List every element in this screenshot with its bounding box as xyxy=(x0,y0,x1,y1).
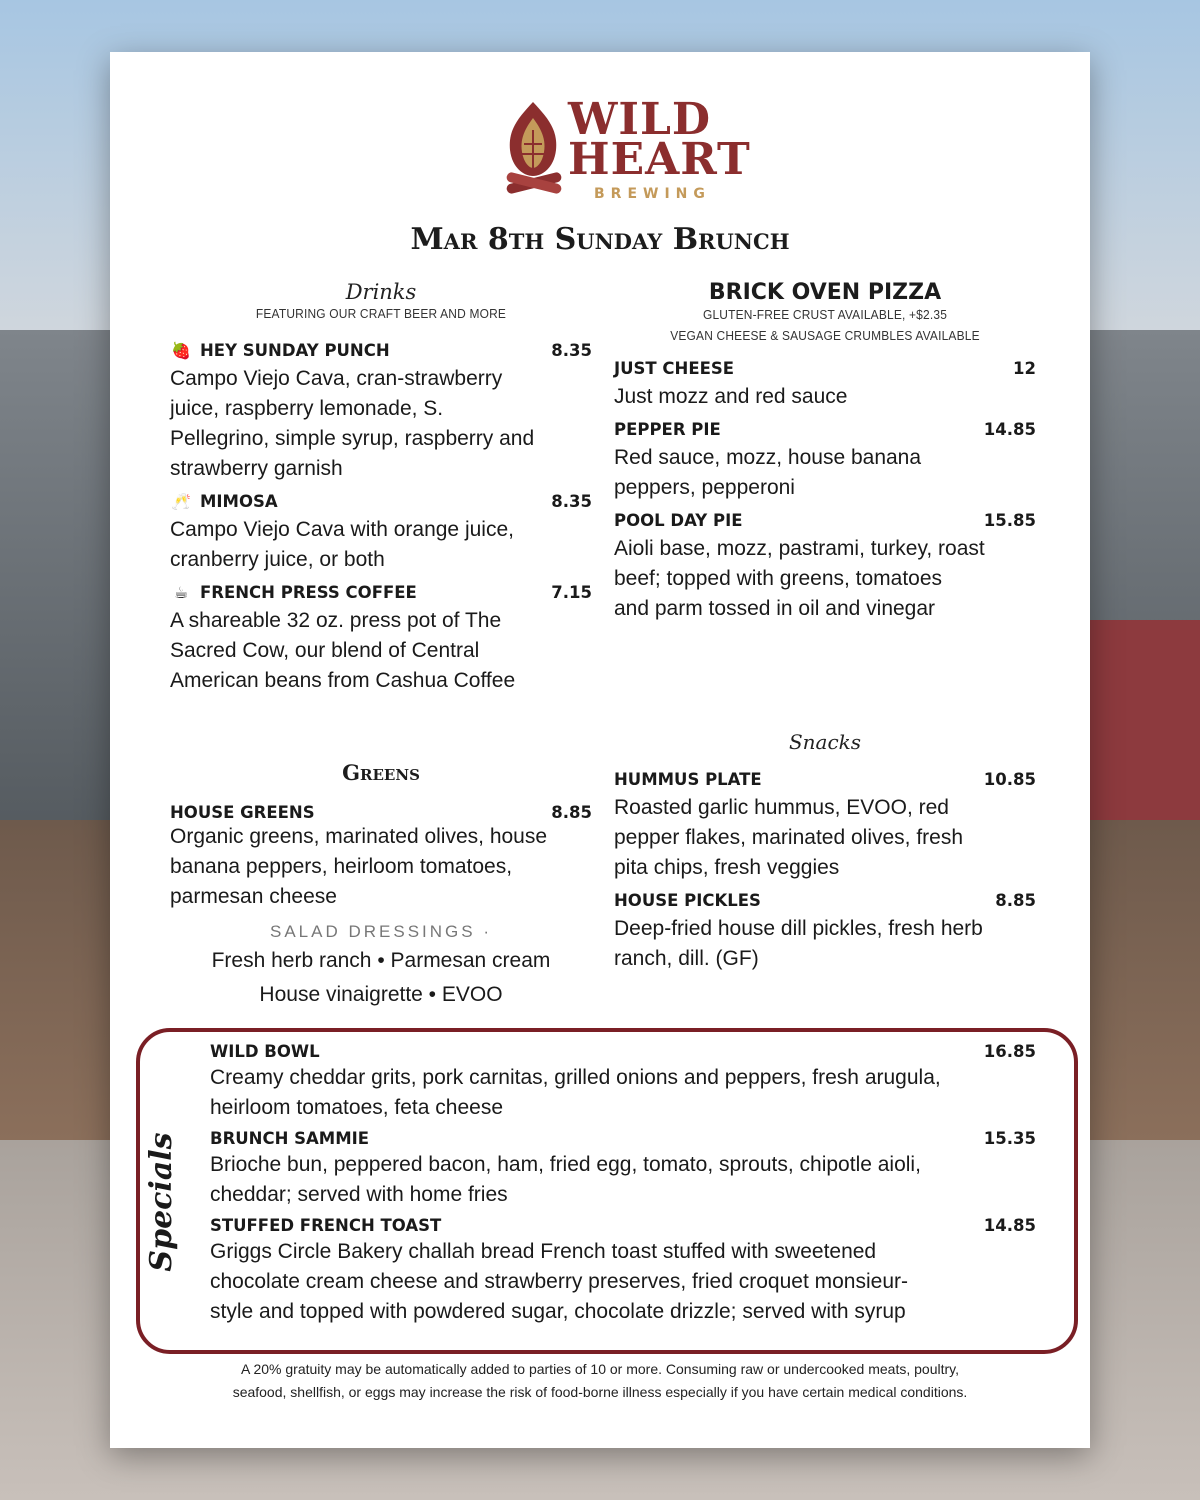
background-red-wall xyxy=(1090,620,1200,840)
item-name: HEY SUNDAY PUNCH xyxy=(200,341,390,360)
item-name: STUFFED FRENCH TOAST xyxy=(210,1216,442,1235)
campfire-logo-icon xyxy=(498,98,568,206)
item-desc-line: cheddar; served with home fries xyxy=(210,1183,508,1206)
brand-name-brewing: BREWING xyxy=(594,186,711,202)
item-desc-line: and parm tossed in oil and vinegar xyxy=(614,597,936,620)
greens-section xyxy=(170,760,592,1012)
menu-paper xyxy=(110,52,1090,1448)
menu-item xyxy=(614,770,1036,883)
item-desc-line: Griggs Circle Bakery challah bread French toast stuffed with sweetened xyxy=(210,1240,877,1263)
item-desc-line: strawberry garnish xyxy=(170,457,343,480)
item-name: BRUNCH SAMMIE xyxy=(210,1129,370,1148)
item-price: 8.85 xyxy=(995,891,1036,910)
champagne-glasses-icon: 🥂 xyxy=(171,492,191,511)
item-desc-line: A shareable 32 oz. press pot of The xyxy=(170,609,502,632)
item-name: WILD BOWL xyxy=(210,1042,320,1061)
greens-heading: Greens xyxy=(342,760,420,785)
drinks-section xyxy=(170,280,592,696)
item-price: 15.35 xyxy=(983,1129,1036,1148)
brand-name-wild: WILD xyxy=(568,94,712,145)
item-name: HOUSE PICKLES xyxy=(614,891,761,910)
pizza-section xyxy=(614,280,1036,624)
brand-name-heart: HEART xyxy=(568,134,751,185)
item-desc-line: beef; topped with greens, tomatoes xyxy=(614,567,943,590)
salad-dressings-line: Fresh herb ranch • Parmesan cream xyxy=(211,949,551,972)
snacks-heading: Snacks xyxy=(788,730,862,754)
item-desc-line: peppers, pepperoni xyxy=(614,476,795,499)
item-desc-line: ranch, dill. (GF) xyxy=(614,947,759,970)
menu-item xyxy=(210,1042,1036,1123)
item-name: POOL DAY PIE xyxy=(614,511,743,530)
menu-item xyxy=(170,341,592,484)
salad-dressings-title: SALAD DRESSINGS · xyxy=(270,922,492,941)
item-name: HUMMUS PLATE xyxy=(614,770,762,789)
item-name: PEPPER PIE xyxy=(614,420,721,439)
brand-logo xyxy=(498,94,751,206)
pizza-subheading-crust: GLUTEN-FREE CRUST AVAILABLE, +$2.35 xyxy=(702,307,948,322)
item-desc-line: Creamy cheddar grits, pork carnitas, grilled onions and peppers, fresh arugula, xyxy=(210,1066,941,1089)
item-desc-line: parmesan cheese xyxy=(170,885,337,908)
pizza-subheading-vegan: VEGAN CHEESE & SAUSAGE CRUMBLES AVAILABLE xyxy=(670,328,980,343)
item-desc-line: pita chips, fresh veggies xyxy=(614,856,840,879)
item-name: MIMOSA xyxy=(200,492,278,511)
menu-item xyxy=(614,359,1036,412)
menu-item xyxy=(210,1129,1036,1210)
menu-title: Mar 8th Sunday Brunch xyxy=(410,222,790,257)
footer-line: A 20% gratuity may be automatically added to parties of 10 or more. Consuming raw or undercooked meats, poultry, xyxy=(241,1361,959,1377)
item-desc-line: cranberry juice, or both xyxy=(170,548,385,571)
specials-label: Specials xyxy=(144,1132,179,1272)
item-price: 8.35 xyxy=(551,492,592,511)
item-desc-line: chocolate cream cheese and strawberry preserves, fried croquet monsieur- xyxy=(210,1270,908,1293)
item-name: FRENCH PRESS COFFEE xyxy=(200,583,417,602)
footer-disclaimer xyxy=(150,1358,1050,1404)
item-price: 16.85 xyxy=(983,1042,1036,1061)
item-desc-line: juice, raspberry lemonade, S. xyxy=(170,397,444,420)
item-desc-line: Campo Viejo Cava with orange juice, xyxy=(170,518,514,541)
item-desc-line: Organic greens, marinated olives, house xyxy=(170,825,548,848)
coffee-cup-icon: ☕ xyxy=(173,583,189,602)
salad-dressings-line: House vinaigrette • EVOO xyxy=(259,983,503,1006)
item-name: HOUSE GREENS xyxy=(170,803,315,822)
item-desc-line: Red sauce, mozz, house banana xyxy=(614,446,922,469)
item-price: 7.15 xyxy=(551,583,592,602)
item-desc-line: pepper flakes, marinated olives, fresh xyxy=(614,826,964,849)
item-price: 8.85 xyxy=(551,803,592,822)
menu-item xyxy=(170,803,592,912)
item-desc-line: heirloom tomatoes, feta cheese xyxy=(210,1096,503,1119)
menu-item xyxy=(614,891,1036,974)
item-desc-line: American beans from Cashua Coffee xyxy=(170,669,516,692)
item-desc-line: banana peppers, heirloom tomatoes, xyxy=(170,855,513,878)
item-price: 14.85 xyxy=(983,420,1036,439)
drinks-heading: Drinks xyxy=(345,280,417,304)
menu-item xyxy=(170,583,592,696)
menu-item xyxy=(614,511,1036,624)
item-price: 14.85 xyxy=(983,1216,1036,1235)
item-desc-line: Sacred Cow, our blend of Central xyxy=(170,639,480,662)
item-desc-line: Brioche bun, peppered bacon, ham, fried egg, tomato, sprouts, chipotle aioli, xyxy=(210,1153,921,1176)
specials-section xyxy=(210,1042,1036,1327)
item-desc-line: Pellegrino, simple syrup, raspberry and xyxy=(170,427,535,450)
strawberry-icon: 🍓 xyxy=(171,341,191,360)
item-price: 12 xyxy=(1013,359,1036,378)
item-price: 10.85 xyxy=(983,770,1036,789)
drinks-subheading: FEATURING OUR CRAFT BEER AND MORE xyxy=(255,306,507,321)
item-desc-line: style and topped with powdered sugar, chocolate drizzle; served with syrup xyxy=(210,1300,906,1323)
menu-item xyxy=(170,492,592,575)
item-desc-line: Roasted garlic hummus, EVOO, red xyxy=(614,796,949,819)
snacks-section xyxy=(614,730,1036,974)
footer-line: seafood, shellfish, or eggs may increase the risk of food-borne illness especially if you have certain medical conditions. xyxy=(232,1384,968,1400)
item-desc-line: Aioli base, mozz, pastrami, turkey, roast xyxy=(614,537,985,560)
menu-item xyxy=(614,420,1036,503)
item-desc-line: Campo Viejo Cava, cran-strawberry xyxy=(170,367,503,390)
menu-item xyxy=(210,1216,1036,1327)
item-desc-line: Just mozz and red sauce xyxy=(614,385,848,408)
item-price: 8.35 xyxy=(551,341,592,360)
item-price: 15.85 xyxy=(983,511,1036,530)
pizza-heading: BRICK OVEN PIZZA xyxy=(708,280,942,305)
item-name: JUST CHEESE xyxy=(614,359,735,378)
item-desc-line: Deep-fried house dill pickles, fresh herb xyxy=(614,917,983,940)
